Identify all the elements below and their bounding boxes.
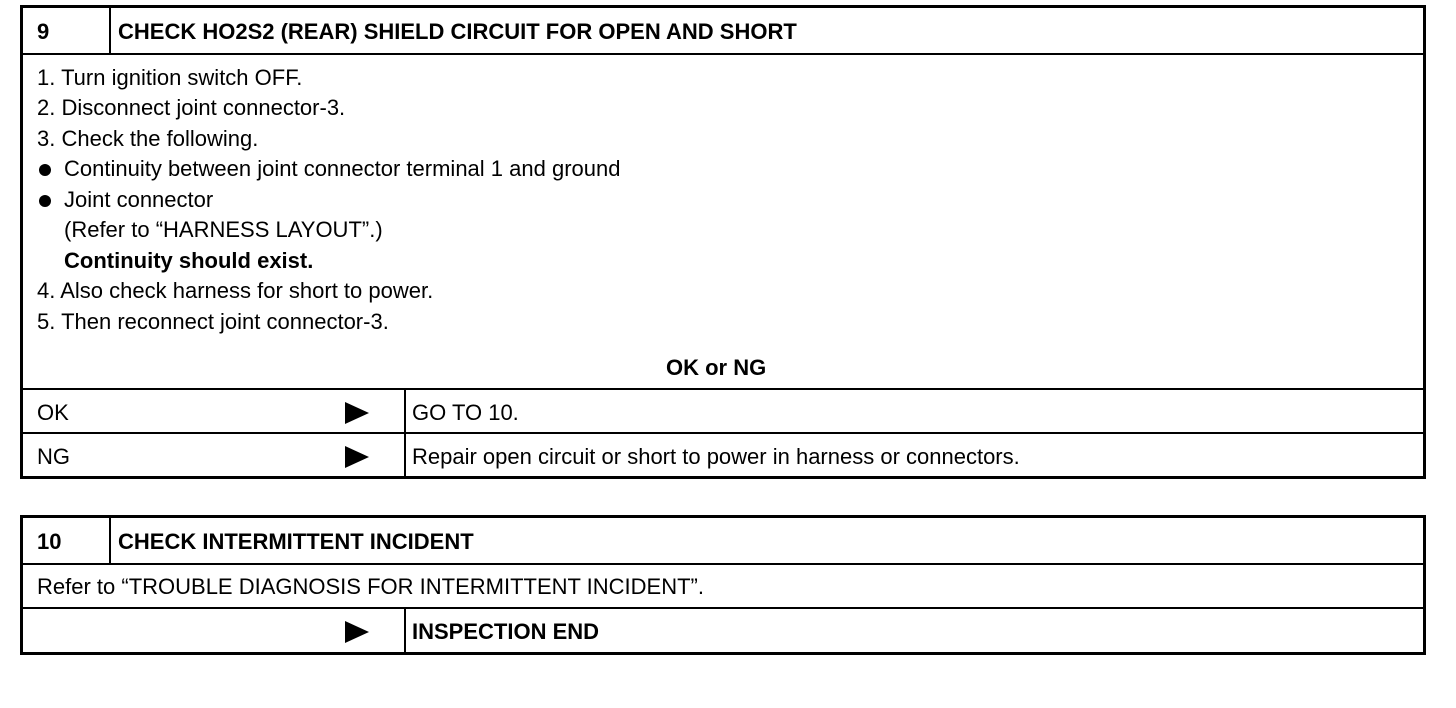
result-rule-top — [23, 607, 1423, 609]
step-number: 10 — [37, 529, 62, 554]
instruction-bullet-2: Joint connector — [64, 187, 214, 212]
arrow-right-icon — [345, 621, 369, 643]
result-heading: OK or NG — [666, 355, 767, 380]
arrow-right-icon — [345, 402, 369, 424]
bullet-icon — [39, 164, 51, 176]
step-10-table — [20, 515, 1426, 655]
arrow-right-icon — [345, 446, 369, 468]
instruction-expected-result: Continuity should exist. — [64, 248, 314, 273]
instruction-line-1: 1. Turn ignition switch OFF. — [37, 65, 303, 90]
result-ng-label: NG — [37, 444, 70, 469]
step-title: CHECK INTERMITTENT INCIDENT — [118, 529, 474, 554]
result-column-divider — [404, 607, 406, 652]
instruction-bullet-1: Continuity between joint connector terminal 1 and ground — [64, 156, 621, 181]
instruction-line-3: 3. Check the following. — [37, 126, 259, 151]
step-9-table — [20, 5, 1426, 479]
instruction-line-2: 2. Disconnect joint connector-3. — [37, 95, 346, 120]
instruction-reference: (Refer to “HARNESS LAYOUT”.) — [64, 217, 383, 242]
header-rule — [23, 53, 1423, 55]
result-ng-action: Repair open circuit or short to power in harness or connectors. — [412, 444, 1020, 469]
header-divider — [109, 518, 111, 563]
result-rule-middle — [23, 432, 1423, 434]
result-rule-top — [23, 388, 1423, 390]
result-ok-action: GO TO 10. — [412, 400, 519, 425]
instruction-line-4: 4. Also check harness for short to power. — [37, 278, 434, 303]
bullet-icon — [39, 195, 51, 207]
result-action: INSPECTION END — [412, 619, 600, 644]
header-divider — [109, 8, 111, 53]
step-title: CHECK HO2S2 (REAR) SHIELD CIRCUIT FOR OPEN AND SHORT — [118, 19, 797, 44]
step-number: 9 — [37, 19, 50, 44]
result-ok-label: OK — [37, 400, 69, 425]
instruction-line: Refer to “TROUBLE DIAGNOSIS FOR INTERMITTENT INCIDENT”. — [37, 574, 704, 599]
header-rule — [23, 563, 1423, 565]
instruction-line-5: 5. Then reconnect joint connector-3. — [37, 309, 389, 334]
